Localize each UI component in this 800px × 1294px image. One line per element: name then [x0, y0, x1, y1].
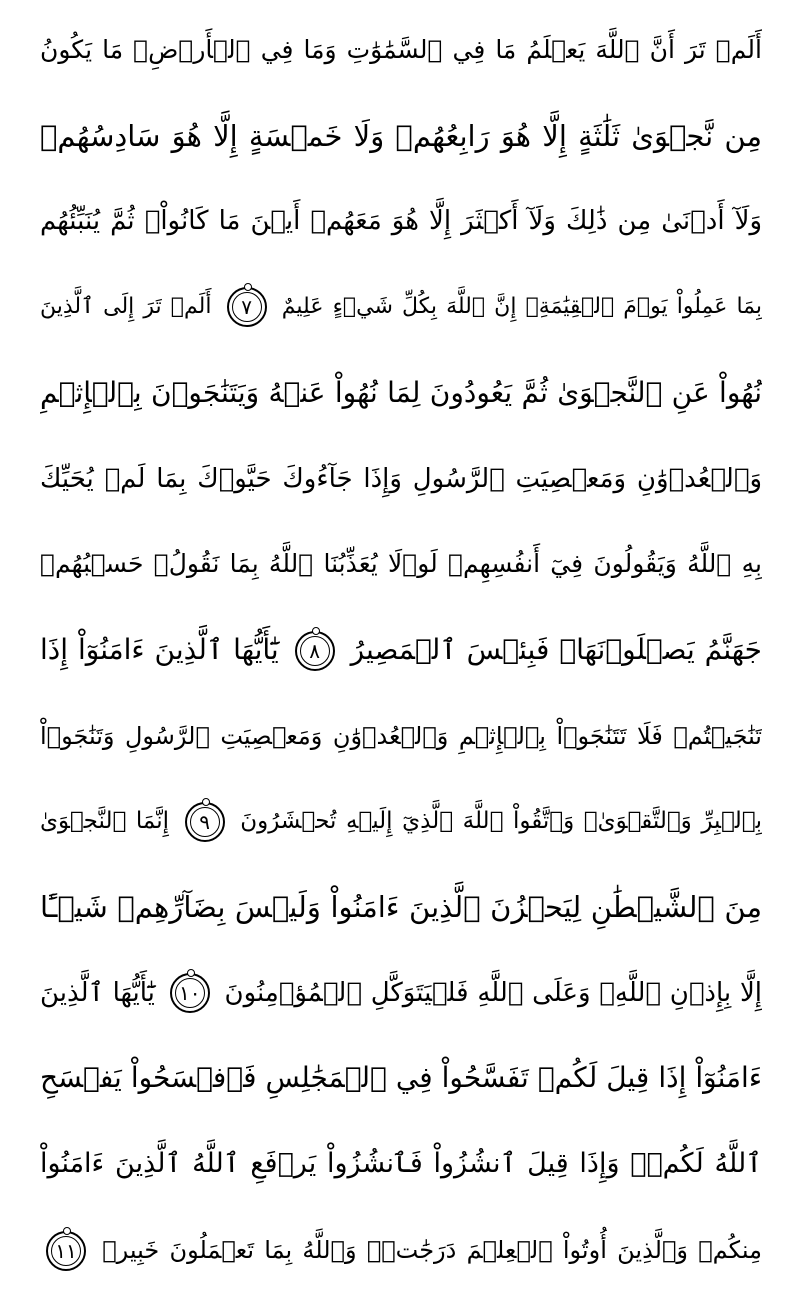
verse-line-text	[40, 20, 762, 80]
verse-line	[40, 1220, 762, 1280]
verse-text: ءَامَنُوٓاْ إِذَا قِيلَ لَكُمۡ تَفَسَّحُواْ فِي ٱلۡمَجَٰلِسِ فَٱفۡسَحُواْ يَفۡسَحِ	[40, 1061, 762, 1095]
verse-text: مِنكُمۡ وَٱلَّذِينَ أُوتُواْ ٱلۡعِلۡمَ دَرَجَٰتٖۚ وَٱللَّهُ بِمَا تَعۡمَلُونَ خَبِيرٞ	[102, 1235, 762, 1264]
verse-line	[40, 191, 762, 251]
verse-line	[40, 449, 762, 509]
verse-line	[40, 363, 762, 423]
ayah-number-marker: ١٠	[170, 973, 210, 1013]
verse-line-text	[40, 1048, 762, 1108]
verse-line	[40, 791, 762, 851]
verse-line	[40, 106, 762, 166]
verse-line	[40, 706, 762, 766]
verse-line-text	[40, 1220, 762, 1280]
verse-text: وَلَآ أَدۡنَىٰ مِن ذَٰلِكَ وَلَآ أَكۡثَرَ إِلَّا هُوَ مَعَهُمۡ أَيۡنَ مَا كَانُواْۖ ثُمَّ يُنَبِّئُهُم	[40, 206, 762, 237]
verse-line-text	[40, 877, 762, 937]
verse-line-text	[40, 1134, 762, 1194]
verse-line-text	[40, 449, 762, 509]
verse-line-text	[40, 706, 762, 766]
verse-lines	[40, 20, 762, 1280]
verse-line-text	[40, 620, 762, 680]
verse-line	[40, 1048, 762, 1108]
verse-line	[40, 534, 762, 594]
verse-line-text	[40, 534, 762, 594]
verse-text: تَنَٰجَيۡتُمۡ فَلَا تَتَنَٰجَوۡاْ بِٱلۡإِثۡمِ وَٱلۡعُدۡوَٰنِ وَمَعۡصِيَتِ ٱلرَّسُولِ وَتَنَٰجَوۡاْ	[40, 721, 762, 750]
verse-line	[40, 20, 762, 80]
verse-line-text	[40, 277, 762, 337]
verse-line	[40, 877, 762, 937]
verse-line	[40, 1134, 762, 1194]
verse-line-text	[40, 791, 762, 851]
verse-text: أَلَمۡ تَرَ إِلَى ٱلَّذِينَ	[40, 294, 212, 320]
verse-text: بِمَا عَمِلُواْ يَوۡمَ ٱلۡقِيَٰمَةِۚ إِنَّ ٱللَّهَ بِكُلِّ شَيۡءٍ عَلِيمٌ	[281, 294, 762, 320]
verse-text: ٱللَّهُ لَكُمۡۖ وَإِذَا قِيلَ ٱنشُزُواْ فَٱنشُزُواْ يَرۡفَعِ ٱللَّهُ ٱلَّذِينَ ءَامَنُواْ	[40, 1148, 762, 1180]
verse-text: نُهُواْ عَنِ ٱلنَّجۡوَىٰ ثُمَّ يَعُودُونَ لِمَا نُهُواْ عَنۡهُ وَيَتَنَٰجَوۡنَ بِٱلۡإِثۡمِ	[40, 375, 762, 409]
verse-text: جَهَنَّمُ يَصۡلَوۡنَهَاۖ فَبِئۡسَ ٱلۡمَصِيرُ	[350, 632, 762, 666]
verse-line-text	[40, 106, 762, 166]
verse-line-text	[40, 191, 762, 251]
ayah-number-marker: ٧	[227, 287, 267, 327]
verse-line-text	[40, 363, 762, 423]
verse-text: مِنَ ٱلشَّيۡطَٰنِ لِيَحۡزُنَ ٱلَّذِينَ ءَامَنُواْ وَلَيۡسَ بِضَآرِّهِمۡ شَيۡـًٔا	[40, 890, 762, 925]
verse-line-text	[40, 963, 762, 1023]
ayah-number-marker: ١١	[46, 1231, 86, 1271]
ayah-number-marker: ٩	[185, 802, 225, 842]
verse-text: مِن نَّجۡوَىٰ ثَلَٰثَةٍ إِلَّا هُوَ رَابِعُهُمۡ وَلَا خَمۡسَةٍ إِلَّا هُوَ سَادِسُهُمۡ	[40, 118, 762, 153]
verse-line	[40, 963, 762, 1023]
verse-text: يَٰٓأَيُّهَا ٱلَّذِينَ ءَامَنُوٓاْ إِذَا	[40, 632, 279, 666]
verse-line	[40, 277, 762, 337]
verse-text: يَٰٓأَيُّهَا ٱلَّذِينَ	[40, 977, 155, 1008]
ayah-number-marker: ٨	[295, 631, 335, 671]
verse-text: إِنَّمَا ٱلنَّجۡوَىٰ	[40, 808, 169, 835]
verse-line	[40, 620, 762, 680]
verse-text: إِلَّا بِإِذۡنِ ٱللَّهِۚ وَعَلَى ٱللَّهِ فَلۡيَتَوَكَّلِ ٱلۡمُؤۡمِنُونَ	[224, 977, 762, 1008]
verse-text: بِٱلۡبِرِّ وَٱلتَّقۡوَىٰۖ وَٱتَّقُواْ ٱللَّهَ ٱلَّذِيٓ إِلَيۡهِ تُحۡشَرُونَ	[240, 808, 762, 835]
verse-text: أَلَمۡ تَرَ أَنَّ ٱللَّهَ يَعۡلَمُ مَا فِي ٱلسَّمَٰوَٰتِ وَمَا فِي ٱلۡأَرۡضِۖ مَا يَكُونُ	[40, 35, 762, 64]
verse-text: بِهِ ٱللَّهُ وَيَقُولُونَ فِيٓ أَنفُسِهِمۡ لَوۡلَا يُعَذِّبُنَا ٱللَّهُ بِمَا نَقُولُۚ حَسۡبُهُمۡ	[40, 549, 762, 579]
verse-text: وَٱلۡعُدۡوَٰنِ وَمَعۡصِيَتِ ٱلرَّسُولِ وَإِذَا جَآءُوكَ حَيَّوۡكَ بِمَا لَمۡ يُحَيِّكَ	[40, 463, 762, 494]
